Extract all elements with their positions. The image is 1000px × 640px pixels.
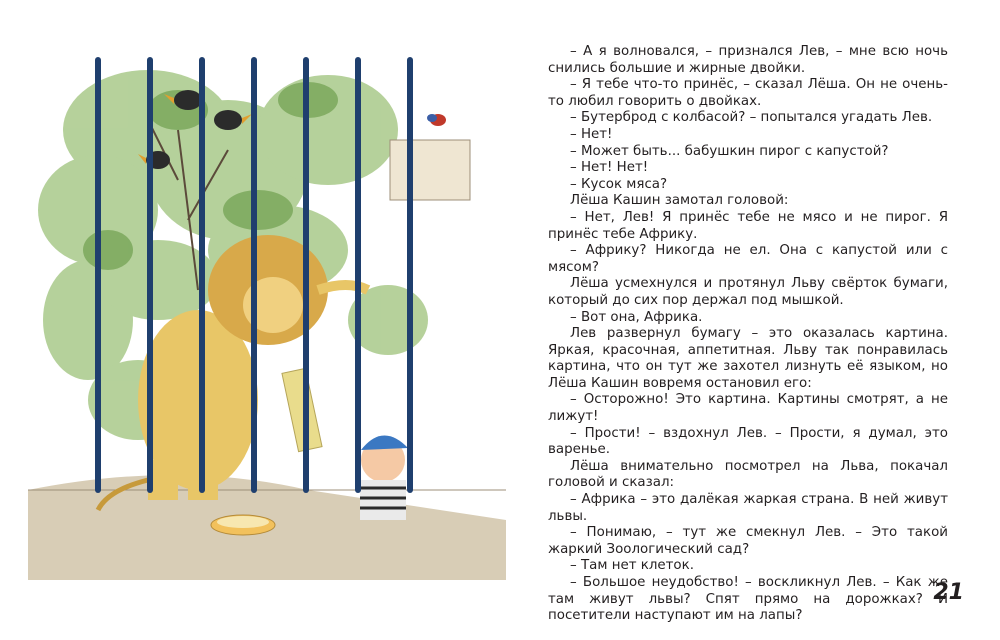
paragraph: – Нет, Лев! Я принёс тебе не мясо и не пирог. Я принёс тебе Африку.	[548, 209, 948, 242]
paragraph: – Нет! Нет!	[570, 160, 649, 176]
page-number: 21	[933, 580, 964, 605]
paragraph: – Африку? Никогда не ел. Она с капустой или с мясом?	[548, 243, 948, 275]
paragraph: Лев развернул бумагу – это оказалась картина. Яркая, красочная, аппетитная. Льву так понравилась картина, что он тут же захотел лизнуть её языком, но Лёша Кашин вовремя остановил его:	[548, 326, 948, 391]
paragraph: – Нет!	[570, 126, 613, 142]
paragraph: – Вот она, Африка.	[570, 309, 703, 325]
paragraph: – Осторожно! Это картина. Картины смотрят, а не лижут!	[548, 392, 948, 425]
paragraph: – Африка – это далёкая жаркая страна. В ней живут львы.	[548, 492, 948, 524]
paragraph: Лёша внимательно посмотрел на Льва, покачал головой и сказал:	[548, 458, 948, 491]
paragraph: Лёша усмехнулся и протянул Льву свёрток бумаги, который до сих пор держал под мышкой.	[548, 276, 948, 308]
paragraph: – Может быть... бабушкин пирог с капустой?	[570, 143, 889, 159]
paragraph: – Прости! – вздохнул Лев. – Прости, я думал, это варенье.	[548, 425, 948, 458]
illustration	[28, 20, 506, 580]
paragraph: Лёша Кашин замотал головой:	[570, 193, 789, 209]
cage-sign	[390, 140, 470, 200]
paragraph: – Я тебе что-то принёс, – сказал Лёша. Он не очень-то любил говорить о двойках.	[548, 77, 948, 109]
lion-cage-illustration	[28, 20, 506, 580]
paragraph: – А я волновался, – признался Лев, – мне всю ночь снились большие и жирные двойки.	[548, 44, 948, 76]
paragraph: – Там нет клеток.	[570, 558, 694, 574]
paragraph: – Бутерброд с колбасой? – попытался угадать Лев.	[570, 110, 933, 126]
paragraph: – Большое неудобство! – воскликнул Лев. – Как же там живут львы? Спят прямо на дорожках? И посетители наступают им на лапы?	[548, 575, 948, 624]
text-column	[548, 44, 948, 625]
paragraph: – Понимаю, – тут же смекнул Лев. – Это такой жаркий Зоологический сад?	[548, 525, 948, 557]
food-bowl	[211, 515, 275, 535]
paragraph: – Кусок мяса?	[570, 176, 668, 192]
